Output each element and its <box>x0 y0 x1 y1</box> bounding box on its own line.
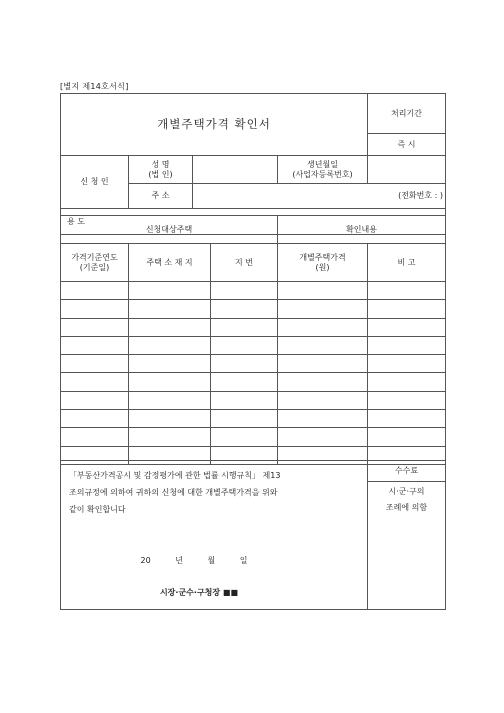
table-cell[interactable] <box>129 355 211 373</box>
table-cell[interactable] <box>278 282 368 300</box>
table-cell[interactable] <box>278 428 368 446</box>
use-label: 용 도 <box>67 216 85 226</box>
table-row <box>61 428 446 446</box>
name-label: 성 명 (법 인) <box>129 156 193 184</box>
processing-period-label: 처리기간 <box>368 94 446 134</box>
table-row <box>61 300 446 318</box>
col-price-header: 개별주택가격 (원) <box>278 244 368 282</box>
fee-text: 시·군·구의 조례에 의함 <box>385 487 428 512</box>
table-cell[interactable] <box>368 410 446 428</box>
table-row <box>61 355 446 373</box>
table-cell[interactable] <box>278 410 368 428</box>
table-cell[interactable] <box>278 318 368 336</box>
birth-label: 생년월일 (사업자등록번호) <box>278 156 368 184</box>
table-cell[interactable] <box>61 410 129 428</box>
table-cell[interactable] <box>278 300 368 318</box>
table-cell[interactable] <box>211 318 278 336</box>
applicant-table <box>60 93 446 235</box>
table-cell[interactable] <box>129 391 211 409</box>
table-row <box>61 410 446 428</box>
table-cell[interactable] <box>61 282 129 300</box>
col-location-header: 주택 소 재 지 <box>129 244 211 282</box>
table-row <box>61 391 446 409</box>
table-cell[interactable] <box>61 373 129 391</box>
table-cell[interactable] <box>368 318 446 336</box>
processing-period-value: 즉 시 <box>368 134 446 156</box>
table-cell[interactable] <box>129 428 211 446</box>
birth-field[interactable] <box>368 156 446 184</box>
table-cell[interactable] <box>368 336 446 354</box>
name-field[interactable] <box>193 156 278 184</box>
table-cell[interactable] <box>61 391 129 409</box>
target-rows <box>61 282 446 465</box>
col-lot-header: 지 번 <box>211 244 278 282</box>
table-cell[interactable] <box>61 355 129 373</box>
table-cell[interactable] <box>368 355 446 373</box>
table-cell[interactable] <box>278 336 368 354</box>
table-cell[interactable] <box>129 336 211 354</box>
applicant-label: 신 청 인 <box>61 156 129 209</box>
address-label: 주 소 <box>129 184 193 209</box>
table-cell[interactable] <box>129 410 211 428</box>
signer: 시장·군수·구청장 ■■ <box>159 588 239 597</box>
address-field[interactable] <box>193 184 446 209</box>
table-cell[interactable] <box>61 318 129 336</box>
table-cell[interactable] <box>278 373 368 391</box>
form-number-label: [별지 제14호서식] <box>60 82 129 91</box>
col-note-header: 비 고 <box>368 244 446 282</box>
table-cell[interactable] <box>368 428 446 446</box>
table-cell[interactable] <box>211 428 278 446</box>
table-cell[interactable] <box>61 336 129 354</box>
target-table <box>60 215 446 465</box>
issue-date: 20 년 월 일 <box>140 556 248 565</box>
table-cell[interactable] <box>61 300 129 318</box>
table-cell[interactable] <box>211 410 278 428</box>
table-cell[interactable] <box>278 391 368 409</box>
phone-label: (전화번호 : ) <box>398 191 444 200</box>
table-cell[interactable] <box>211 300 278 318</box>
table-cell[interactable] <box>278 355 368 373</box>
table-cell[interactable] <box>368 300 446 318</box>
table-row <box>61 318 446 336</box>
declaration-cell <box>61 461 368 610</box>
table-cell[interactable] <box>129 300 211 318</box>
table-cell[interactable] <box>61 428 129 446</box>
table-cell[interactable] <box>211 355 278 373</box>
table-cell[interactable] <box>368 282 446 300</box>
declaration-table <box>60 460 446 610</box>
table-cell[interactable] <box>129 318 211 336</box>
table-cell[interactable] <box>129 373 211 391</box>
table-row <box>61 282 446 300</box>
col-year-header: 가격기준연도 (기준일) <box>61 244 129 282</box>
table-cell[interactable] <box>368 391 446 409</box>
table-cell[interactable] <box>129 282 211 300</box>
fee-cell <box>368 461 446 610</box>
table-cell[interactable] <box>211 391 278 409</box>
declaration-text: 「부동산가격공시 및 감정평가에 관한 법률 시행규칙」 제13 조의규정에 의하여 귀하의 신청에 대한 개별주택가격을 위와 같이 확인합니다 <box>69 471 281 514</box>
fee-title: 수수료 <box>368 461 445 482</box>
form-title: 개별주택가격 확인서 <box>61 94 368 156</box>
table-cell[interactable] <box>211 282 278 300</box>
table-row <box>61 336 446 354</box>
confirm-header: 확인내용 <box>278 216 446 244</box>
table-cell[interactable] <box>211 336 278 354</box>
table-cell[interactable] <box>368 373 446 391</box>
table-cell[interactable] <box>211 373 278 391</box>
target-header: 신청대상주택 <box>61 216 278 244</box>
table-row <box>61 373 446 391</box>
